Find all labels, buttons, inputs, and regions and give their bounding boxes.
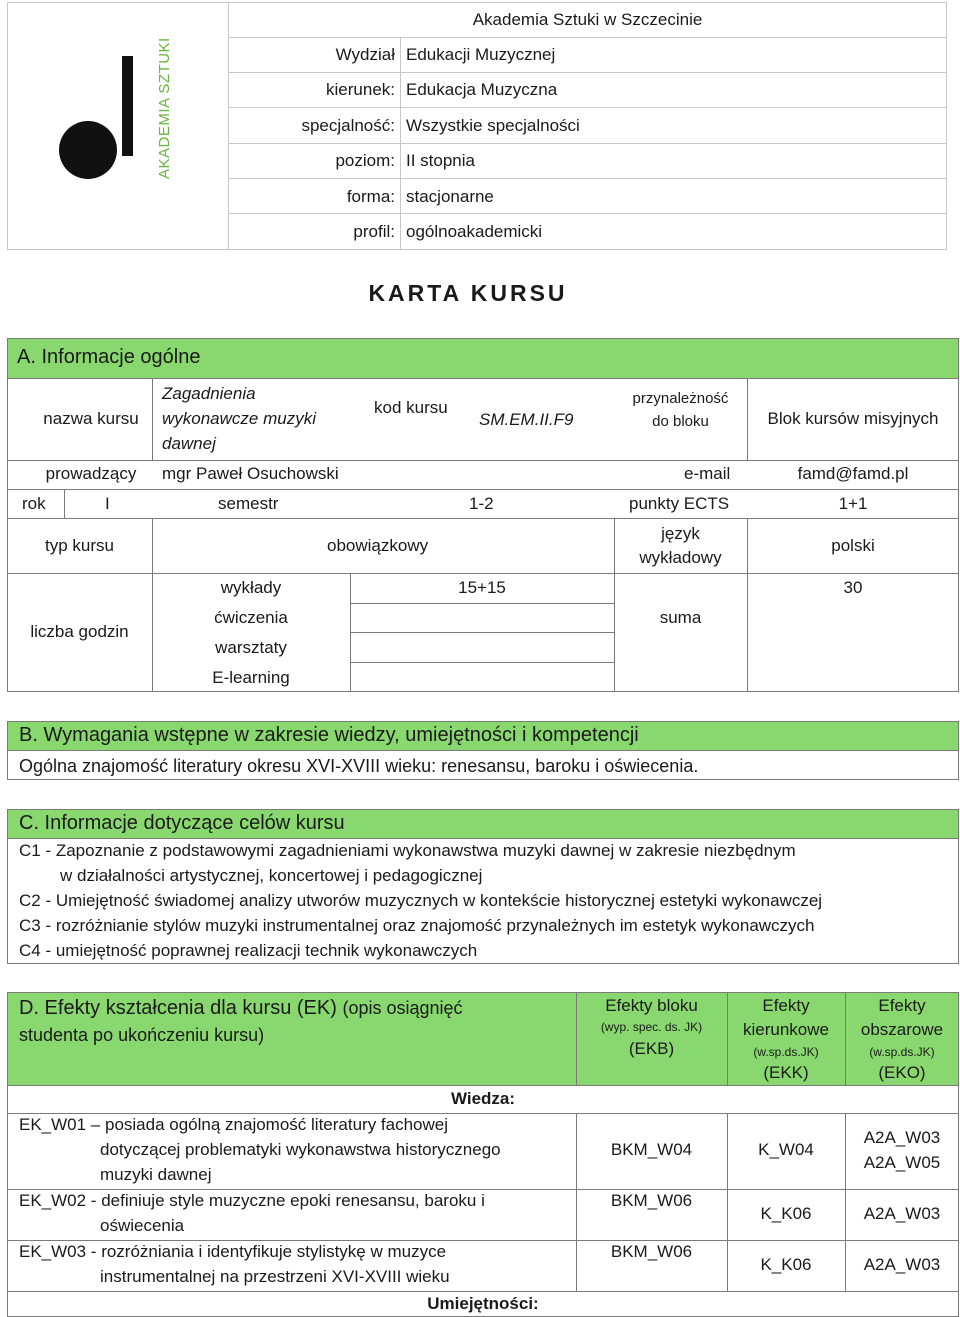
col-ekk-line-1: Efekty [762,996,810,1015]
col-ekk-line-3: (w.sp.ds.JK) [753,1045,819,1059]
col-ekb-line-3: (EKB) [628,1039,675,1058]
effect-w01-line-3: muzyki dawnej [100,1165,212,1184]
effect-w02-line-1: EK_W02 - definiuje style muzyczne epoki renesansu, baroku i [19,1191,485,1210]
lecturer-label: prowadzący [45,464,137,483]
hours-label: liczba godzin [30,622,129,641]
goal-c1-line-2: w działalności artystycznej, koncertowej i pedagogicznej [60,866,483,885]
effect-w02-eko: A2A_W03 [863,1204,941,1223]
col-ekb-line-2: (wyp. spec. ds. JK) [600,1020,703,1034]
course-code-label: kod kursu [374,398,448,417]
col-eko-line-4: (EKO) [878,1063,926,1082]
document-title: KARTA KURSU [368,280,568,306]
goal-c4: C4 - umiejętność poprawnej realizacji technik wykonawczych [19,941,478,960]
effect-w01-ekb: BKM_W04 [610,1140,693,1159]
language-value: polski [831,536,875,555]
hours-row-exercises-label: ćwiczenia [214,608,288,627]
semester-label: semestr [218,494,279,513]
email-label: e-mail [684,464,731,483]
col-eko-line-2: obszarowe [860,1020,944,1039]
ects-label: punkty ECTS [629,494,730,513]
ects-value: 1+1 [838,494,868,513]
course-type-value: obowiązkowy [327,536,429,555]
block-label-line-1: przynależność [632,390,729,407]
lecturer-value: mgr Paweł Osuchowski [162,464,339,483]
language-label-line-1: język [661,524,700,543]
effect-w02-line-2: oświecenia [100,1216,185,1235]
course-name-label: nazwa kursu [43,409,139,428]
effect-w03-ekk: K_K06 [760,1255,812,1274]
hours-row-workshops-label: warsztaty [215,638,287,657]
header-label-profil: profil: [353,222,395,241]
semester-value: 1-2 [469,494,494,513]
header-label-kierunek: kierunek: [326,80,395,99]
section-d-title-rest: (opis osiągnięć [342,998,463,1018]
header-label-wydzial: Wydział [335,45,395,64]
language-label-line-2: wykładowy [639,548,722,567]
section-a-title: A. Informacje ogólne [17,346,201,368]
effect-w01-eko-1: A2A_W03 [863,1128,941,1147]
year-label: rok [22,494,46,513]
col-ekk-line-2: kierunkowe [743,1020,829,1039]
sum-label: suma [659,608,702,627]
block-value: Blok kursów misyjnych [767,409,939,428]
section-d-title-line-2: studenta po ukończeniu kursu) [19,1025,265,1045]
goal-c1-line-1: C1 - Zapoznanie z podstawowymi zagadnieniami wykonawstwa muzyki dawnej w zakresie niezbędnym [19,841,796,860]
course-type-label: typ kursu [45,536,114,555]
header-value-forma: stacjonarne [406,187,494,206]
course-name-line-2: wykonawcze muzyki [162,409,316,428]
effect-w01-line-1: EK_W01 – posiada ogólną znajomość literatury fachowej [19,1115,449,1134]
hours-row-elearning-label: E-learning [212,668,290,687]
goal-c2: C2 - Umiejętność świadomej analizy utworów muzycznych w kontekście historycznej estetyki wykonawczej [19,891,823,910]
header-value-wydzial: Edukacji Muzycznej [406,45,556,64]
section-b-text: Ogólna znajomość literatury okresu XVI-XVIII wieku: renesansu, baroku i oświecenia. [19,756,699,776]
logo-text: AKADEMIA SZTUKI [156,37,173,179]
effect-w02-ekb: BKM_W06 [610,1191,693,1210]
hours-row-lectures-label: wykłady [220,578,282,597]
section-d-title [19,997,463,1019]
effect-w01-ekk: K_W04 [758,1140,814,1159]
skills-label: Umiejętności: [427,1294,539,1313]
hours-row-lectures-value: 15+15 [458,578,506,597]
block-label-line-2: do bloku [652,413,709,430]
section-c-title: C. Informacje dotyczące celów kursu [19,812,345,834]
header-label-poziom: poziom: [335,151,395,170]
course-name-line-3: dawnej [162,434,216,453]
effect-w02-ekk: K_K06 [760,1204,812,1223]
col-eko-line-3: (w.sp.ds.JK) [869,1045,935,1059]
col-eko-line-1: Efekty [878,996,926,1015]
header-value-poziom: II stopnia [406,151,475,170]
knowledge-label: Wiedza: [450,1089,516,1108]
section-b-title: B. Wymagania wstępne w zakresie wiedzy, umiejętności i kompetencji [19,724,639,746]
sum-value: 30 [843,578,863,597]
effect-w03-eko: A2A_W03 [863,1255,941,1274]
effect-w01-eko-2: A2A_W05 [863,1153,941,1172]
year-value: I [105,494,110,513]
col-ekk-line-4: (EKK) [763,1063,809,1082]
effect-w01-line-2: dotyczącej problematyki wykonawstwa historycznego [100,1140,501,1159]
col-ekb-line-1: Efekty bloku [605,996,698,1015]
header-value-profil: ogólnoakademicki [406,222,543,241]
effect-w03-ekb: BKM_W06 [610,1242,693,1261]
effect-w03-line-1: EK_W03 - rozróżniania i identyfikuje stylistykę w muzyce [19,1242,447,1261]
effect-w03-line-2: instrumentalnej na przestrzeni XVI-XVIII wieku [100,1267,450,1286]
email-value[interactable]: famd@famd.pl [797,464,909,483]
header-value-kierunek: Edukacja Muzyczna [406,80,558,99]
header-label-forma: forma: [346,187,395,206]
course-code-value: SM.EM.II.F9 [479,410,574,429]
institution-name: Akademia Sztuki w Szczecinie [472,10,703,29]
section-d-title-bold: D. Efekty kształcenia dla kursu (EK) [19,997,337,1019]
header-value-specjalnosc: Wszystkie specjalności [406,116,580,135]
course-name-line-1: Zagadnienia [162,384,256,403]
goal-c3: C3 - rozróżnianie stylów muzyki instrumentalnej oraz znajomość przynależnych im estetyk wykonawczych [19,916,815,935]
header-label-specjalnosc: specjalność: [301,116,395,135]
